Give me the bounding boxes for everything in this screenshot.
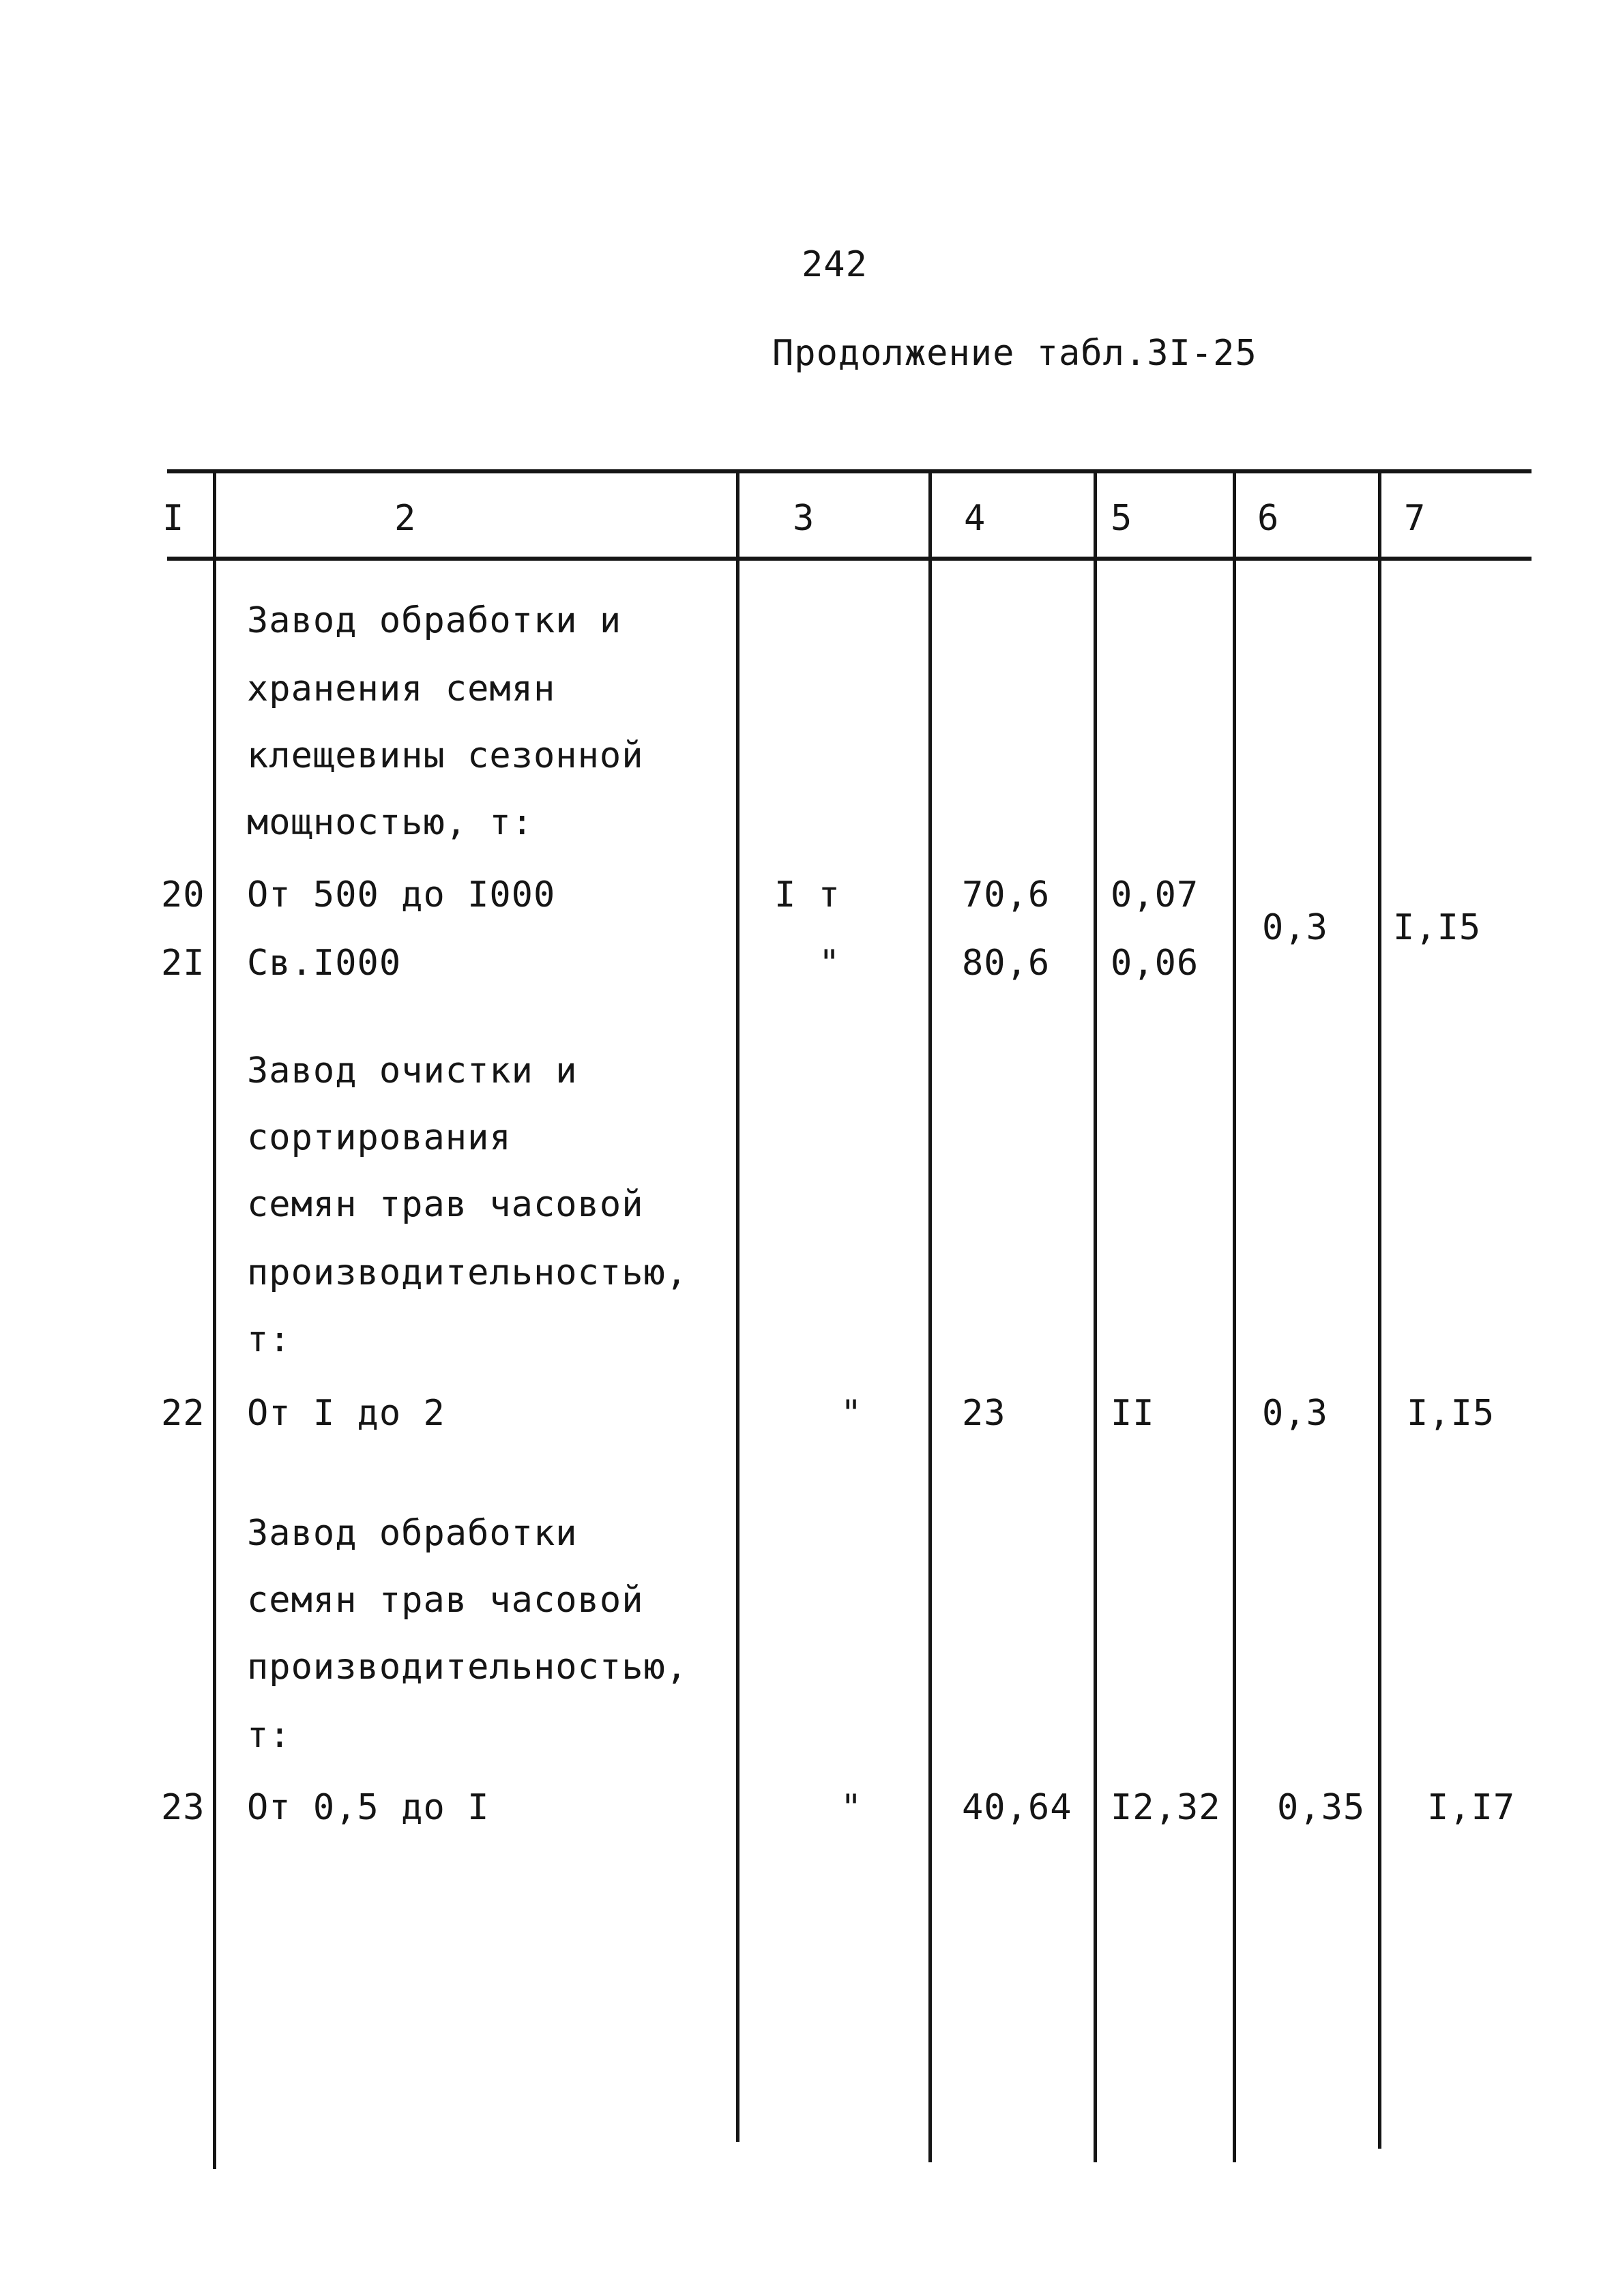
group-heading-line: семян трав часовой <box>247 1184 644 1225</box>
column-divider-3 <box>928 473 932 2162</box>
column-header: 2 <box>394 498 417 539</box>
group-heading-line: т: <box>247 1715 291 1756</box>
row-unit: " <box>840 1787 863 1828</box>
column-divider-1 <box>213 473 216 2169</box>
group-heading-line: производительностью, <box>247 1647 688 1688</box>
group-heading-line: хранения семян <box>247 668 556 709</box>
row-name: Св.I000 <box>247 943 402 984</box>
row-col4: 40,64 <box>962 1787 1072 1828</box>
group-heading-line: семян трав часовой <box>247 1580 644 1621</box>
row-col7: I,I7 <box>1427 1787 1516 1828</box>
column-divider-6 <box>1378 473 1381 2149</box>
merged-col7: I,I5 <box>1393 907 1482 948</box>
column-header: 7 <box>1404 498 1426 539</box>
group-heading-line: сортирования <box>247 1117 512 1158</box>
row-col5: 0,07 <box>1111 874 1199 915</box>
row-number: 22 <box>161 1393 205 1434</box>
table-top-rule <box>167 469 1532 473</box>
row-unit: " <box>840 1393 863 1434</box>
row-col5: 0,06 <box>1111 943 1199 984</box>
column-divider-5 <box>1233 473 1236 2162</box>
group-heading-line: мощностью, т: <box>247 802 533 843</box>
row-name: От I до 2 <box>247 1393 445 1434</box>
column-header: 3 <box>793 498 815 539</box>
column-header: I <box>162 498 185 539</box>
group-heading-line: Завод обработки <box>247 1513 578 1554</box>
page-number: 242 <box>802 244 868 285</box>
column-header: 4 <box>964 498 986 539</box>
row-col4: 80,6 <box>962 943 1051 984</box>
row-unit: " <box>819 943 841 984</box>
row-col5: I2,32 <box>1111 1787 1221 1828</box>
row-col6: 0,35 <box>1277 1787 1366 1828</box>
row-col7: I,I5 <box>1407 1393 1495 1434</box>
column-header: 6 <box>1257 498 1280 539</box>
group-heading-line: производительностью, <box>247 1252 688 1293</box>
table-caption: Продолжение табл.3I-25 <box>772 333 1257 374</box>
row-col5: II <box>1111 1393 1155 1434</box>
row-number: 23 <box>161 1787 205 1828</box>
merged-col6: 0,3 <box>1262 907 1328 948</box>
row-col6: 0,3 <box>1262 1393 1328 1434</box>
row-unit: I т <box>774 874 840 915</box>
column-divider-2 <box>736 473 739 2142</box>
group-heading-line: Завод обработки и <box>247 600 622 641</box>
group-heading-line: Завод очистки и <box>247 1050 578 1091</box>
row-name: От 0,5 до I <box>247 1787 490 1828</box>
row-col4: 70,6 <box>962 874 1051 915</box>
row-number: 2I <box>161 943 205 984</box>
row-number: 20 <box>161 874 205 915</box>
header-bottom-rule <box>167 557 1532 561</box>
group-heading-line: клещевины сезонной <box>247 735 644 776</box>
row-name: От 500 до I000 <box>247 874 556 915</box>
column-divider-4 <box>1094 473 1097 2162</box>
row-col4: 23 <box>962 1393 1006 1434</box>
group-heading-line: т: <box>247 1319 291 1360</box>
column-header: 5 <box>1111 498 1133 539</box>
